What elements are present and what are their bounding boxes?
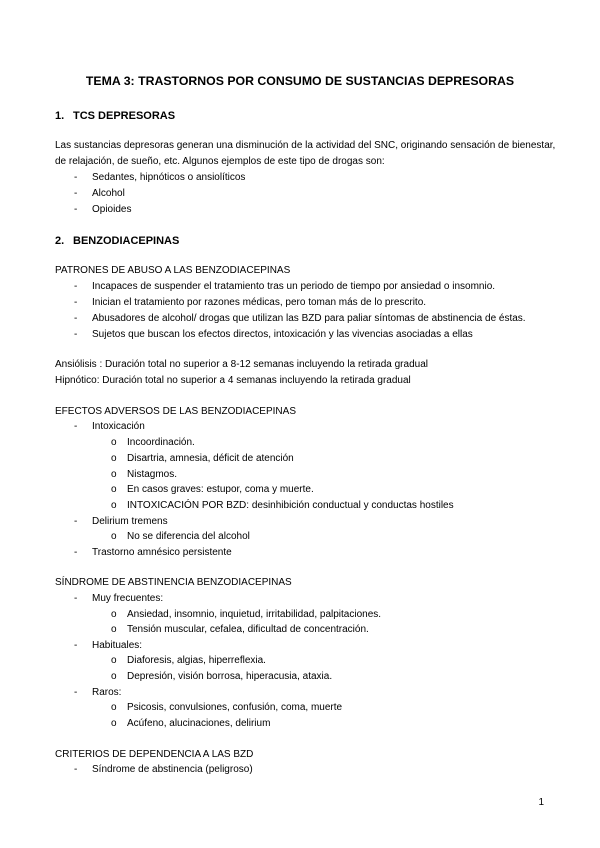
list-item: Intoxicación xyxy=(92,421,145,432)
sub-list-item: Psicosis, convulsiones, confusión, coma, muerte xyxy=(127,702,343,713)
dash-bullet: - xyxy=(74,687,78,698)
dash-bullet: - xyxy=(74,516,78,527)
sub-bullet: o xyxy=(111,702,117,713)
sub-list-item: Tensión muscular, cefalea, dificultad de concentración. xyxy=(127,624,369,635)
sub-bullet: o xyxy=(111,655,117,666)
sub-list-item: No se diferencia del alcohol xyxy=(127,531,250,542)
sub-list-item: Ansiedad, insomnio, inquietud, irritabilidad, palpitaciones. xyxy=(127,609,382,620)
list-item: Muy frecuentes: xyxy=(92,593,164,604)
dash-bullet: - xyxy=(74,281,78,292)
sub-list-item: Acúfeno, alucinaciones, delirium xyxy=(127,718,271,729)
hipnotico-line: Hipnótico: Duración total no superior a 4 semanas incluyendo la retirada gradual xyxy=(55,375,411,386)
adverse-effects-heading: EFECTOS ADVERSOS DE LAS BENZODIACEPINAS xyxy=(55,406,296,417)
list-item: Opioides xyxy=(92,204,132,215)
patterns-heading: PATRONES DE ABUSO A LAS BENZODIACEPINAS xyxy=(55,265,291,276)
list-item: Sujetos que buscan los efectos directos, intoxicación y las vivencias asociadas a ellas xyxy=(92,329,473,340)
dash-bullet: - xyxy=(74,188,78,199)
sub-list-item: Depresión, visión borrosa, hiperacusia, ataxia. xyxy=(127,671,333,682)
dependence-heading: CRITERIOS DE DEPENDENCIA A LAS BZD xyxy=(55,749,254,760)
sub-bullet: o xyxy=(111,609,117,620)
list-item: Trastorno amnésico persistente xyxy=(92,547,232,558)
dash-bullet: - xyxy=(74,640,78,651)
sub-bullet: o xyxy=(111,718,117,729)
sub-list-item: Diaforesis, algias, hiperreflexia. xyxy=(127,655,266,666)
section1-paragraph-line2: de relajación, de sueño, etc. Algunos ejemplos de este tipo de drogas son: xyxy=(55,156,385,167)
list-item: Sedantes, hipnóticos o ansiolíticos xyxy=(92,172,246,183)
sub-bullet: o xyxy=(111,484,117,495)
document-title: TEMA 3: TRASTORNOS POR CONSUMO DE SUSTANCIAS DEPRESORAS xyxy=(85,74,515,88)
sub-bullet: o xyxy=(111,500,117,511)
list-item: Incapaces de suspender el tratamiento tras un periodo de tiempo por ansiedad o insomnio. xyxy=(92,281,496,292)
list-item: Alcohol xyxy=(92,188,125,199)
dash-bullet: - xyxy=(74,593,78,604)
dash-bullet: - xyxy=(74,329,78,340)
section2-number: 2. xyxy=(55,235,65,247)
ansiolisis-line: Ansiólisis : Duración total no superior a 8-12 semanas incluyendo la retirada gradual xyxy=(55,359,428,370)
list-item: Habituales: xyxy=(92,640,143,651)
sub-bullet: o xyxy=(111,437,117,448)
sub-list-item: En casos graves: estupor, coma y muerte. xyxy=(127,484,314,495)
sub-bullet: o xyxy=(111,624,117,635)
dash-bullet: - xyxy=(74,172,78,183)
dash-bullet: - xyxy=(74,547,78,558)
dash-bullet: - xyxy=(74,764,78,775)
section2-title: BENZODIACEPINAS xyxy=(73,235,180,247)
list-item: Delirium tremens xyxy=(92,516,168,527)
page-number: 1 xyxy=(538,797,544,808)
dash-bullet: - xyxy=(74,204,78,215)
sub-bullet: o xyxy=(111,531,117,542)
list-item: Abusadores de alcohol/ drogas que utilizan las BZD para paliar síntomas de abstinencia de éstas. xyxy=(92,313,526,324)
section1-title: TCS DEPRESORAS xyxy=(73,110,176,122)
sub-list-item: INTOXICACIÓN POR BZD: desinhibición conductual y conductas hostiles xyxy=(127,500,454,511)
sub-bullet: o xyxy=(111,453,117,464)
sub-list-item: Disartria, amnesia, déficit de atención xyxy=(127,453,294,464)
section1-paragraph-line1: Las sustancias depresoras generan una disminución de la actividad del SNC, originando sensación de bienestar, xyxy=(55,140,556,151)
dash-bullet: - xyxy=(74,297,78,308)
list-item: Raros: xyxy=(92,687,122,698)
list-item: Síndrome de abstinencia (peligroso) xyxy=(92,764,253,775)
section1-number: 1. xyxy=(55,110,65,122)
section2-heading xyxy=(55,235,179,247)
dash-bullet: - xyxy=(74,421,78,432)
section1-heading xyxy=(55,110,175,122)
withdrawal-heading: SÍNDROME DE ABSTINENCIA BENZODIACEPINAS xyxy=(55,577,292,588)
dash-bullet: - xyxy=(74,313,78,324)
sub-list-item: Nistagmos. xyxy=(127,469,178,480)
sub-list-item: Incoordinación. xyxy=(127,437,195,448)
sub-bullet: o xyxy=(111,469,117,480)
list-item: Inician el tratamiento por razones médicas, pero toman más de lo prescrito. xyxy=(92,297,427,308)
sub-bullet: o xyxy=(111,671,117,682)
